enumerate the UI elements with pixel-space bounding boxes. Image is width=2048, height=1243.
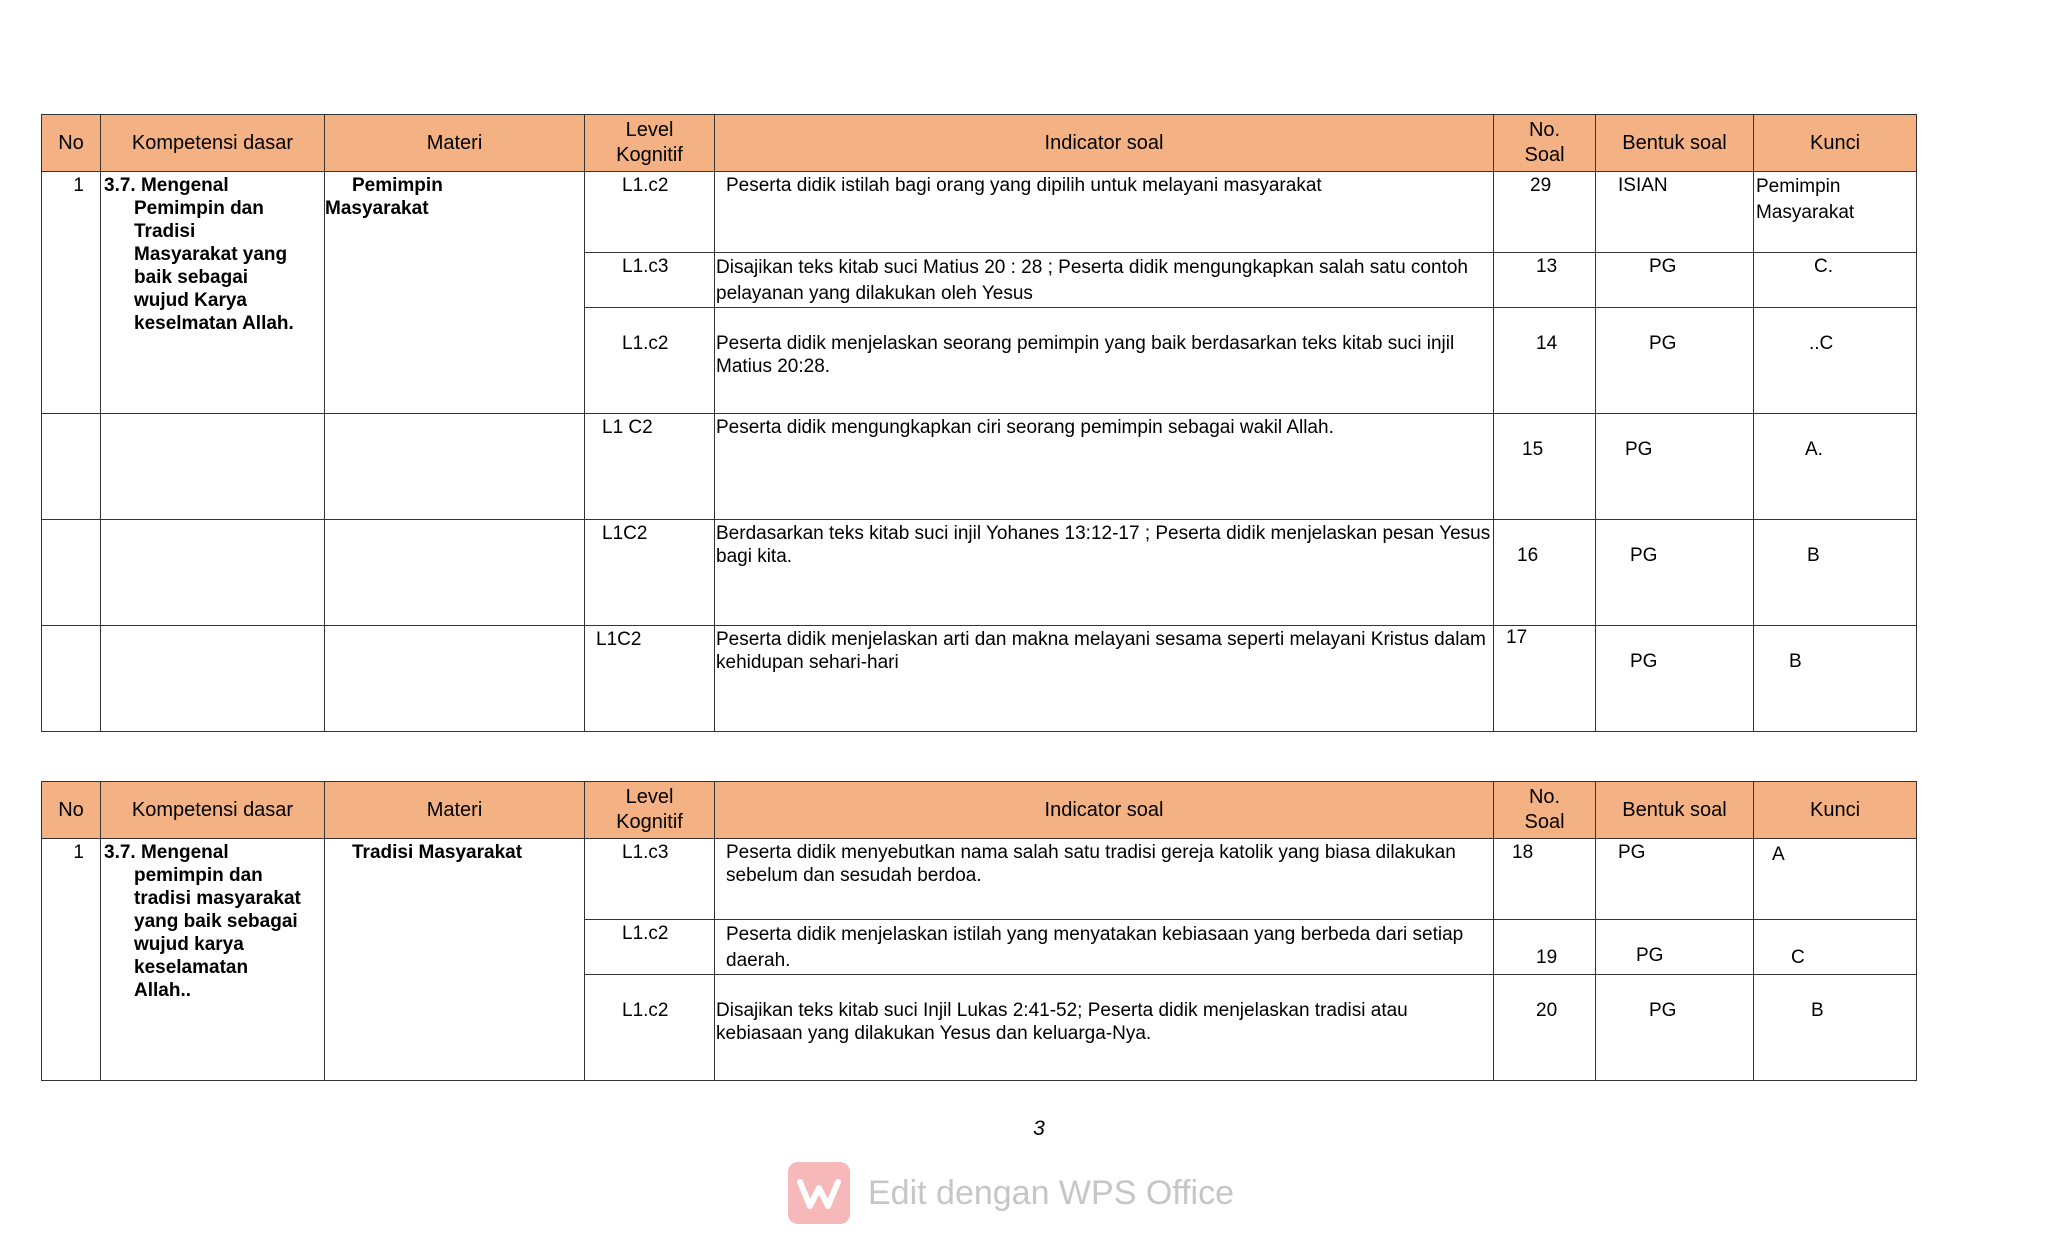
indicator-soal: Disajikan teks kitab suci Injil Lukas 2:41-52; Peserta didik menjelaskan tradisi atau kebiasaan yang dilakukan Yesus dan keluarga-Nya.: [715, 975, 1494, 1081]
header-no: No: [42, 782, 101, 839]
page-number: 3: [1033, 1117, 1045, 1140]
header-kompetensi: Kompetensi dasar: [101, 782, 325, 839]
level-kognitif: L1.c3: [585, 839, 715, 920]
header-kompetensi: Kompetensi dasar: [101, 115, 325, 172]
header-materi: Materi: [325, 782, 585, 839]
header-no: No: [42, 115, 101, 172]
indicator-soal: Peserta didik mengungkapkan ciri seorang pemimpin sebagai wakil Allah.: [715, 414, 1494, 520]
no-soal: 19: [1494, 920, 1596, 975]
kd-line: tradisi masyarakat: [134, 888, 301, 909]
kompetensi-dasar: [101, 172, 325, 414]
indicator-soal: Peserta didik menjelaskan seorang pemimpin yang baik berdasarkan teks kitab suci injil Matius 20:28.: [715, 308, 1494, 414]
level-kognitif: L1.c2: [585, 975, 715, 1081]
bentuk-soal: PG: [1596, 308, 1754, 414]
table-row: [42, 839, 1917, 920]
kunci: C.: [1754, 253, 1917, 308]
table-header-row: [42, 115, 1917, 172]
materi: [325, 414, 585, 520]
bentuk-soal: PG: [1596, 626, 1754, 732]
kunci: Pemimpin Masyarakat: [1754, 172, 1917, 253]
level-kognitif: L1.c3: [585, 253, 715, 308]
header-level: [585, 115, 715, 172]
table-kisi-kisi-2: [41, 781, 1917, 1081]
kd-line: 3.7. Mengenal: [104, 175, 229, 196]
header-level: [585, 782, 715, 839]
indicator-soal: Disajikan teks kitab suci Matius 20 : 28 ; Peserta didik mengungkapkan salah satu contoh pelayanan yang dilakukan oleh Yesus: [715, 253, 1494, 308]
indicator-soal: Berdasarkan teks kitab suci injil Yohanes 13:12-17 ; Peserta didik menjelaskan pesan Yesus bagi kita.: [715, 520, 1494, 626]
level-kognitif: L1.c2: [585, 308, 715, 414]
kunci: A.: [1754, 414, 1917, 520]
row-no: [42, 520, 101, 626]
kd-line: baik sebagai: [134, 267, 249, 288]
bentuk-soal: PG: [1596, 520, 1754, 626]
kd-line: Pemimpin dan: [134, 198, 264, 219]
materi-line: Pemimpin: [352, 175, 443, 196]
kunci: A: [1754, 839, 1917, 920]
materi: [325, 172, 585, 414]
no-soal: 17: [1494, 626, 1596, 732]
table-header-row: [42, 782, 1917, 839]
header-level-line2: Kognitif: [616, 144, 683, 166]
kunci: C: [1754, 920, 1917, 975]
header-indicator: Indicator soal: [715, 115, 1494, 172]
table-row: [42, 172, 1917, 253]
kd-line: keselmatan Allah.: [134, 313, 294, 334]
kunci: B: [1754, 626, 1917, 732]
row-no: 1: [42, 172, 101, 414]
no-soal: 29: [1494, 172, 1596, 253]
kd-line: wujud Karya: [134, 290, 247, 311]
no-soal: 18: [1494, 839, 1596, 920]
kompetensi-dasar: [101, 520, 325, 626]
bentuk-soal: PG: [1596, 920, 1754, 975]
kompetensi-dasar: [101, 839, 325, 1081]
level-kognitif: L1 C2: [585, 414, 715, 520]
kd-line: pemimpin dan: [134, 865, 263, 886]
indicator-soal: Peserta didik menyebutkan nama salah satu tradisi gereja katolik yang biasa dilakukan sebelum dan sesudah berdoa.: [715, 839, 1494, 920]
kd-line: Masyarakat yang: [134, 244, 288, 265]
header-bentuk: Bentuk soal: [1596, 782, 1754, 839]
materi: [325, 626, 585, 732]
kunci: ..C: [1754, 308, 1917, 414]
header-indicator: Indicator soal: [715, 782, 1494, 839]
materi: Tradisi Masyarakat: [325, 839, 585, 1081]
bentuk-soal: PG: [1596, 414, 1754, 520]
header-no-soal: [1494, 782, 1596, 839]
kompetensi-dasar: [101, 414, 325, 520]
kompetensi-dasar: [101, 626, 325, 732]
level-kognitif: L1C2: [585, 520, 715, 626]
header-level-line1: Level: [625, 786, 674, 808]
kd-line: Allah..: [134, 980, 192, 1001]
header-nosoal-line2: Soal: [1524, 811, 1565, 833]
header-materi: Materi: [325, 115, 585, 172]
header-bentuk: Bentuk soal: [1596, 115, 1754, 172]
kunci: B: [1754, 975, 1917, 1081]
header-kunci: Kunci: [1754, 782, 1917, 839]
no-soal: 16: [1494, 520, 1596, 626]
header-no-soal: [1494, 115, 1596, 172]
indicator-soal: Peserta didik menjelaskan arti dan makna melayani sesama seperti melayani Kristus dalam kehidupan sehari-hari: [715, 626, 1494, 732]
level-kognitif: L1.c2: [585, 172, 715, 253]
row-no: [42, 626, 101, 732]
header-kunci: Kunci: [1754, 115, 1917, 172]
table-row: [42, 414, 1917, 520]
no-soal: 20: [1494, 975, 1596, 1081]
row-no: 1: [42, 839, 101, 1081]
materi: [325, 520, 585, 626]
level-kognitif: L1.c2: [585, 920, 715, 975]
bentuk-soal: PG: [1596, 975, 1754, 1081]
bentuk-soal: PG: [1596, 253, 1754, 308]
kd-line: wujud karya: [134, 934, 244, 955]
header-nosoal-line2: Soal: [1524, 144, 1565, 166]
level-kognitif: L1C2: [585, 626, 715, 732]
table-kisi-kisi-1: [41, 114, 1917, 732]
no-soal: 15: [1494, 414, 1596, 520]
table-row: [42, 626, 1917, 732]
indicator-soal: Peserta didik menjelaskan istilah yang menyatakan kebiasaan yang berbeda dari setiap daerah.: [715, 920, 1494, 975]
no-soal: 14: [1494, 308, 1596, 414]
kunci: B: [1754, 520, 1917, 626]
wps-logo-icon: [788, 1162, 850, 1224]
kd-line: keselamatan: [134, 957, 249, 978]
indicator-soal: Peserta didik istilah bagi orang yang dipilih untuk melayani masyarakat: [715, 172, 1494, 253]
wps-watermark: [788, 1162, 1234, 1224]
kd-line: Tradisi: [134, 221, 196, 242]
header-level-line2: Kognitif: [616, 811, 683, 833]
kd-line: yang baik sebagai: [134, 911, 298, 932]
materi-line: Masyarakat: [325, 198, 429, 219]
bentuk-soal: PG: [1596, 839, 1754, 920]
watermark-text: Edit dengan WPS Office: [868, 1173, 1235, 1212]
bentuk-soal: ISIAN: [1596, 172, 1754, 253]
table-row: [42, 520, 1917, 626]
row-no: [42, 414, 101, 520]
no-soal: 13: [1494, 253, 1596, 308]
header-nosoal-line1: No.: [1528, 786, 1561, 808]
header-nosoal-line1: No.: [1528, 119, 1561, 141]
header-level-line1: Level: [625, 119, 674, 141]
kd-line: 3.7. Mengenal: [104, 842, 229, 863]
